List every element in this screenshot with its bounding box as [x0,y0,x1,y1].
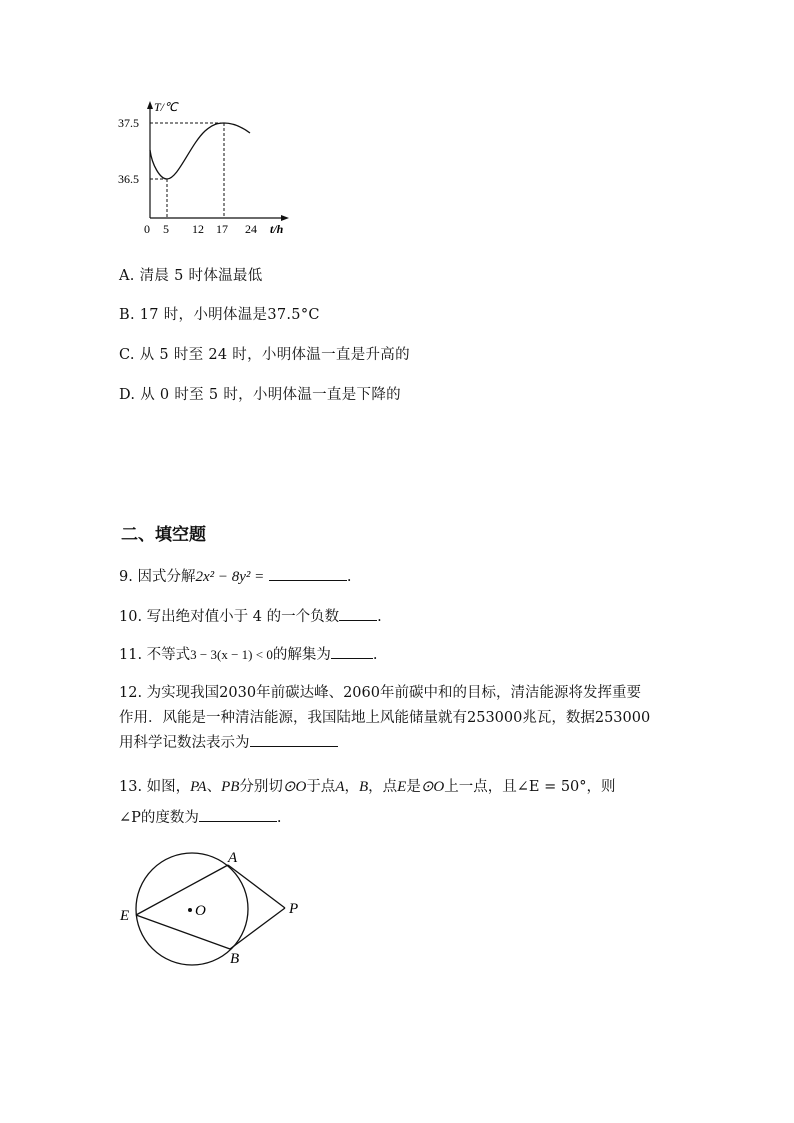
label-e: E [120,908,130,924]
q11-suffix: . [372,647,378,663]
q10-prefix: 10. 写出绝对值小于 4 的一个负数 [119,609,340,625]
question-12-line-1: 12. 为实现我国2030年前碳达峰、2060年前碳中和的目标，清洁能源将发挥重要 [119,685,641,701]
q13-intro: 13. 如图， [119,779,191,795]
x-tick-5: 5 [163,222,169,236]
q9-answer-blank[interactable] [269,566,347,581]
y-axis-arrow [147,101,153,109]
q13-line-2-text: ∠P的度数为 [119,810,199,826]
segment-pb [230,908,285,949]
option-b: B. 17 时，小明体温是37.5°C [119,307,320,323]
section-title: 二、填空题 [121,525,206,545]
question-12-line-2: 作用．风能是一种清洁能源，我国陆地上风能储量就有253000兆瓦，数据253000 [119,710,651,726]
x-tick-12: 12 [192,222,204,236]
circle-tangent-figure [110,845,320,975]
q13-comma-1: ， [344,779,359,795]
q12-line-3-text: 用科学记数法表示为 [119,735,250,751]
option-d: D. 从 0 时至 5 时，小明体温一直是下降的 [119,387,401,403]
q13-pb: PB [221,779,240,795]
q13-circle-2: ⊙O [420,779,445,795]
y-axis-label: T/℃ [154,100,178,114]
label-a: A [228,850,238,866]
temperature-graph [110,95,300,240]
label-b: B [230,951,240,967]
q13-qie: 分别切 [239,779,283,795]
q13-point-a: A [335,779,345,795]
q13-pa: PA [190,779,207,795]
q13-circle-1: ⊙O [282,779,307,795]
x-axis-arrow [281,215,289,221]
y-tick-36-5: 36.5 [118,172,139,186]
segment-eb [136,915,230,949]
x-tick-24: 24 [245,222,257,236]
question-12-line-3 [119,731,338,752]
q13-yu: 于点 [306,779,336,795]
x-tick-17: 17 [216,222,228,236]
q13-suffix: . [276,810,282,826]
q13-comma-2: ，点 [368,779,398,795]
label-o: O [195,903,206,919]
question-11 [119,643,377,664]
q9-prefix: 9. 因式分解 [119,569,196,585]
q13-point-e: E [397,779,407,795]
center-dot [188,908,192,912]
q13-shi: 是 [406,779,421,795]
q9-expression: 2x² − 8y² = [195,569,265,585]
q13-rest: 上一点，且∠E = 50°，则 [444,779,616,795]
question-13-line-2 [119,806,282,827]
question-13-line-1 [119,775,616,796]
option-a: A. 清晨 5 时体温最低 [119,268,263,284]
x-axis-label: t/h [270,222,284,236]
q10-answer-blank[interactable] [339,606,377,621]
q13-answer-blank[interactable] [199,807,277,822]
q11-expression: 3 − 3(x − 1) < 0 [190,647,273,662]
q11-mid: 的解集为 [272,647,331,663]
question-9 [119,565,351,586]
q13-point-b: B [358,779,369,795]
q13-sep: 、 [206,779,222,795]
segment-pa [228,865,285,908]
question-10 [119,605,382,626]
label-p: P [289,901,299,917]
temperature-curve [150,123,250,179]
q9-suffix: . [346,569,352,585]
x-tick-0: 0 [144,222,150,236]
q11-answer-blank[interactable] [331,644,373,659]
option-c: C. 从 5 时至 24 时，小明体温一直是升高的 [119,347,410,363]
q11-prefix: 11. 不等式 [119,647,191,663]
q12-answer-blank[interactable] [250,732,338,747]
y-tick-37-5: 37.5 [118,116,139,130]
q10-suffix: . [377,609,382,625]
